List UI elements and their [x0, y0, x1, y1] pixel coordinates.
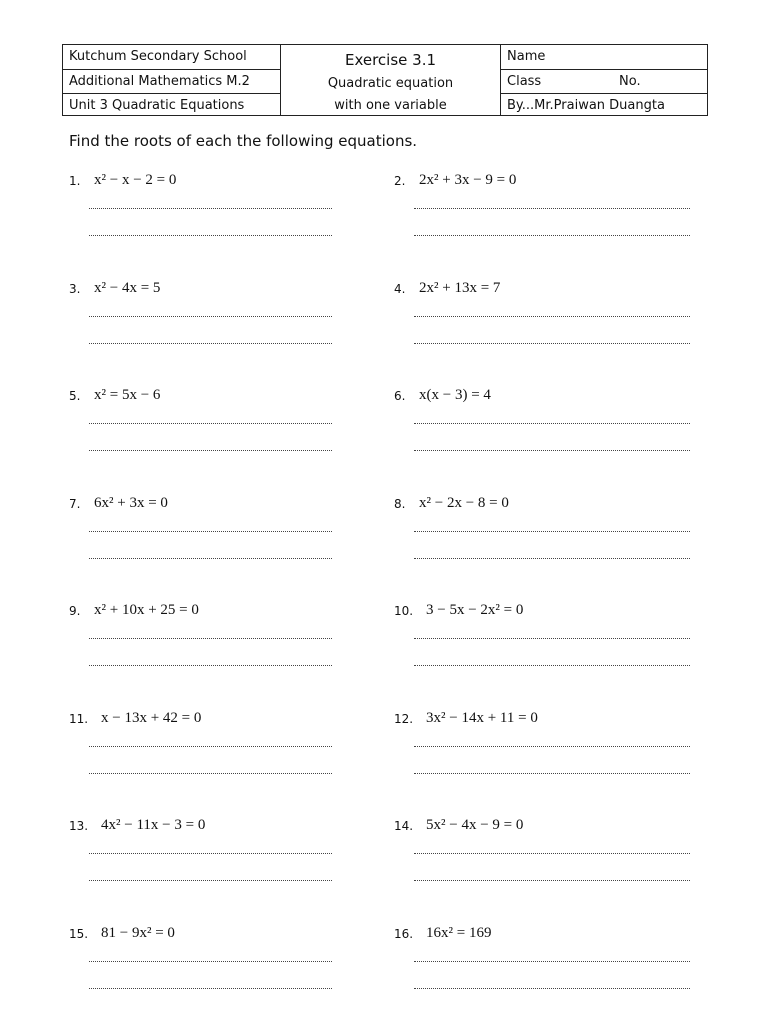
question-number: 6.: [394, 389, 406, 403]
answer-line[interactable]: [89, 450, 332, 451]
question-equation: x² + 10x + 25 = 0: [94, 602, 199, 618]
question-item: [394, 710, 694, 800]
question-item: [394, 602, 694, 692]
answer-line[interactable]: [414, 558, 690, 559]
header-center-column: [281, 45, 501, 115]
question-number: 5.: [69, 389, 81, 403]
answer-line[interactable]: [89, 208, 332, 209]
question-equation: 2x² + 13x = 7: [419, 280, 501, 296]
question-equation: x(x − 3) = 4: [419, 387, 491, 403]
question-equation: 3 − 5x − 2x² = 0: [426, 602, 524, 618]
question-equation: x² − x − 2 = 0: [94, 172, 177, 188]
question-item: [394, 495, 694, 585]
question-number: 4.: [394, 282, 406, 296]
question-number: 15.: [69, 927, 89, 941]
answer-line[interactable]: [414, 423, 690, 424]
question-equation: 2x² + 3x − 9 = 0: [419, 172, 517, 188]
question-number: 9.: [69, 604, 81, 618]
answer-line[interactable]: [89, 773, 332, 774]
question-item: [69, 172, 337, 262]
question-number: 14.: [394, 819, 414, 833]
answer-line[interactable]: [414, 961, 690, 962]
answer-line[interactable]: [414, 208, 690, 209]
class-label: Class: [507, 74, 542, 89]
answer-line[interactable]: [414, 773, 690, 774]
question-item: [69, 495, 337, 585]
answer-line[interactable]: [414, 853, 690, 854]
exercise-subtitle-1: Quadratic equation: [327, 76, 454, 91]
question-item: [394, 925, 694, 1015]
question-equation: 16x² = 169: [426, 925, 492, 941]
question-equation: 4x² − 11x − 3 = 0: [101, 817, 206, 833]
school-name: Kutchum Secondary School: [69, 49, 247, 64]
question-item: [69, 925, 337, 1015]
answer-line[interactable]: [89, 316, 332, 317]
question-equation: 3x² − 14x + 11 = 0: [426, 710, 538, 726]
answer-line[interactable]: [414, 235, 690, 236]
answer-line[interactable]: [89, 853, 332, 854]
answer-line[interactable]: [414, 746, 690, 747]
question-number: 10.: [394, 604, 414, 618]
question-number: 7.: [69, 497, 81, 511]
exercise-subtitle-2: with one variable: [334, 98, 447, 113]
question-number: 11.: [69, 712, 89, 726]
answer-line[interactable]: [414, 638, 690, 639]
answer-line[interactable]: [89, 235, 332, 236]
answer-line[interactable]: [414, 343, 690, 344]
question-number: 3.: [69, 282, 81, 296]
question-equation: x² = 5x − 6: [94, 387, 161, 403]
question-item: [69, 387, 337, 477]
question-item: [394, 280, 694, 370]
question-item: [69, 817, 337, 907]
no-label: No.: [619, 74, 641, 89]
question-equation: 81 − 9x² = 0: [101, 925, 175, 941]
answer-line[interactable]: [89, 423, 332, 424]
answer-line[interactable]: [414, 450, 690, 451]
answer-line[interactable]: [414, 880, 690, 881]
exercise-title: Exercise 3.1: [344, 51, 437, 69]
answer-line[interactable]: [89, 665, 332, 666]
answer-line[interactable]: [414, 665, 690, 666]
header-right-column: [501, 45, 707, 115]
class-row: [501, 69, 707, 93]
answer-line[interactable]: [89, 531, 332, 532]
question-number: 16.: [394, 927, 414, 941]
author-label: By...Mr.Praiwan Duangta: [501, 93, 707, 117]
question-equation: 5x² − 4x − 9 = 0: [426, 817, 524, 833]
answer-line[interactable]: [89, 961, 332, 962]
header-table: [62, 44, 708, 116]
answer-line[interactable]: [89, 746, 332, 747]
question-number: 1.: [69, 174, 81, 188]
unit-name: Unit 3 Quadratic Equations: [63, 93, 280, 117]
question-number: 2.: [394, 174, 406, 188]
answer-line[interactable]: [89, 638, 332, 639]
instruction-text: Find the roots of each the following equations.: [69, 132, 418, 150]
question-equation: x² − 4x = 5: [94, 280, 161, 296]
question-equation: 6x² + 3x = 0: [94, 495, 168, 511]
answer-line[interactable]: [414, 988, 690, 989]
question-item: [394, 817, 694, 907]
question-item: [394, 387, 694, 477]
question-equation: x² − 2x − 8 = 0: [419, 495, 509, 511]
question-number: 12.: [394, 712, 414, 726]
answer-line[interactable]: [89, 988, 332, 989]
header-left-column: [63, 45, 281, 115]
subject-name: Additional Mathematics M.2: [63, 69, 280, 93]
answer-line[interactable]: [89, 880, 332, 881]
question-item: [69, 280, 337, 370]
question-number: 13.: [69, 819, 89, 833]
question-item: [394, 172, 694, 262]
name-label: Name: [507, 49, 546, 64]
question-number: 8.: [394, 497, 406, 511]
answer-line[interactable]: [89, 558, 332, 559]
answer-line[interactable]: [414, 316, 690, 317]
question-item: [69, 602, 337, 692]
answer-line[interactable]: [414, 531, 690, 532]
question-equation: x − 13x + 42 = 0: [101, 710, 202, 726]
answer-line[interactable]: [89, 343, 332, 344]
question-item: [69, 710, 337, 800]
